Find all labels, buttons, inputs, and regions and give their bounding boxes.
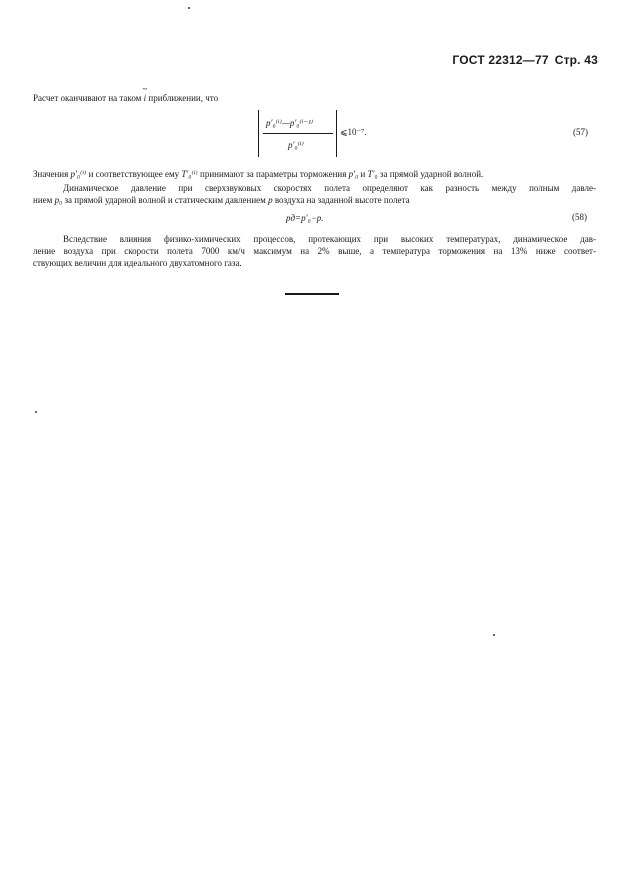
text-fragment: и соответствующее ему bbox=[86, 169, 182, 179]
text-fragment: за прямой ударной волной. bbox=[377, 169, 484, 179]
paragraph-calc-end bbox=[33, 84, 219, 104]
math-p0: p′₀ bbox=[348, 169, 359, 179]
standard-number: ГОСТ 22312—77 bbox=[452, 53, 549, 67]
text-line: нием p₀ за прямой ударной волной и статическим давлением p воздуха на заданной высоте полета bbox=[33, 195, 410, 205]
math-var-i: ~ i bbox=[142, 84, 148, 103]
scan-speck bbox=[188, 7, 190, 9]
text-fragment: принимают за параметры торможения bbox=[197, 169, 349, 179]
abs-bar-right bbox=[336, 110, 337, 157]
equation-58: pд=p′₀−p. bbox=[286, 213, 324, 223]
paragraph-values bbox=[33, 168, 483, 180]
math-T0-i: T′₀⁽ⁱ⁾ bbox=[181, 169, 198, 179]
text-fragment: Расчет оканчивают на таком bbox=[33, 93, 144, 103]
page-number: Стр. 43 bbox=[554, 53, 598, 67]
eq57-minus: — bbox=[281, 118, 290, 128]
text-line: ствующих величин для идеального двухатомного газа. bbox=[33, 258, 242, 268]
math-p: p bbox=[268, 195, 273, 205]
text-fragment: приближении, что bbox=[146, 93, 219, 103]
page-header bbox=[452, 53, 598, 67]
scan-speck bbox=[35, 411, 37, 413]
text-line: ление воздуха при скорости полета 7000 км/ч максимум на 2% выше, а температура торможения на 13% ниже соответ- bbox=[33, 246, 596, 256]
eq57-num-left: p′₀⁽ⁱ⁾ bbox=[266, 118, 282, 128]
section-end-rule bbox=[285, 293, 339, 295]
paragraph-dynamic-pressure bbox=[33, 182, 596, 206]
fraction-bar bbox=[263, 133, 333, 134]
eq57-denominator: p′₀⁽ⁱ⁾ bbox=[288, 140, 304, 150]
abs-bar-left bbox=[258, 110, 259, 157]
eq57-numerator bbox=[266, 117, 313, 129]
eq57-bound: ⩽10⁻⁷. bbox=[340, 127, 367, 137]
equation-number-58: (58) bbox=[572, 212, 587, 222]
paragraph-physical-chemical bbox=[33, 233, 596, 269]
equation-number-57: (57) bbox=[573, 127, 588, 137]
text-line: Динамическое давление при сверхзвуковых скоростях полета определяют как разность между полным давле- bbox=[63, 183, 596, 193]
text-fragment: и bbox=[358, 169, 368, 179]
math-p0: p₀ bbox=[54, 195, 63, 205]
scan-speck bbox=[493, 634, 495, 636]
math-T0: T′₀ bbox=[367, 169, 378, 179]
eq57-num-right: p′₀⁽ⁱ⁻¹⁾ bbox=[289, 118, 314, 128]
text-line: Вследствие влияния физико-химических процессов, протекающих при высоких температурах, динамическое дав- bbox=[63, 234, 596, 244]
text-fragment: Значения bbox=[33, 169, 71, 179]
math-p0-i: p′₀⁽ⁱ⁾ bbox=[70, 169, 87, 179]
